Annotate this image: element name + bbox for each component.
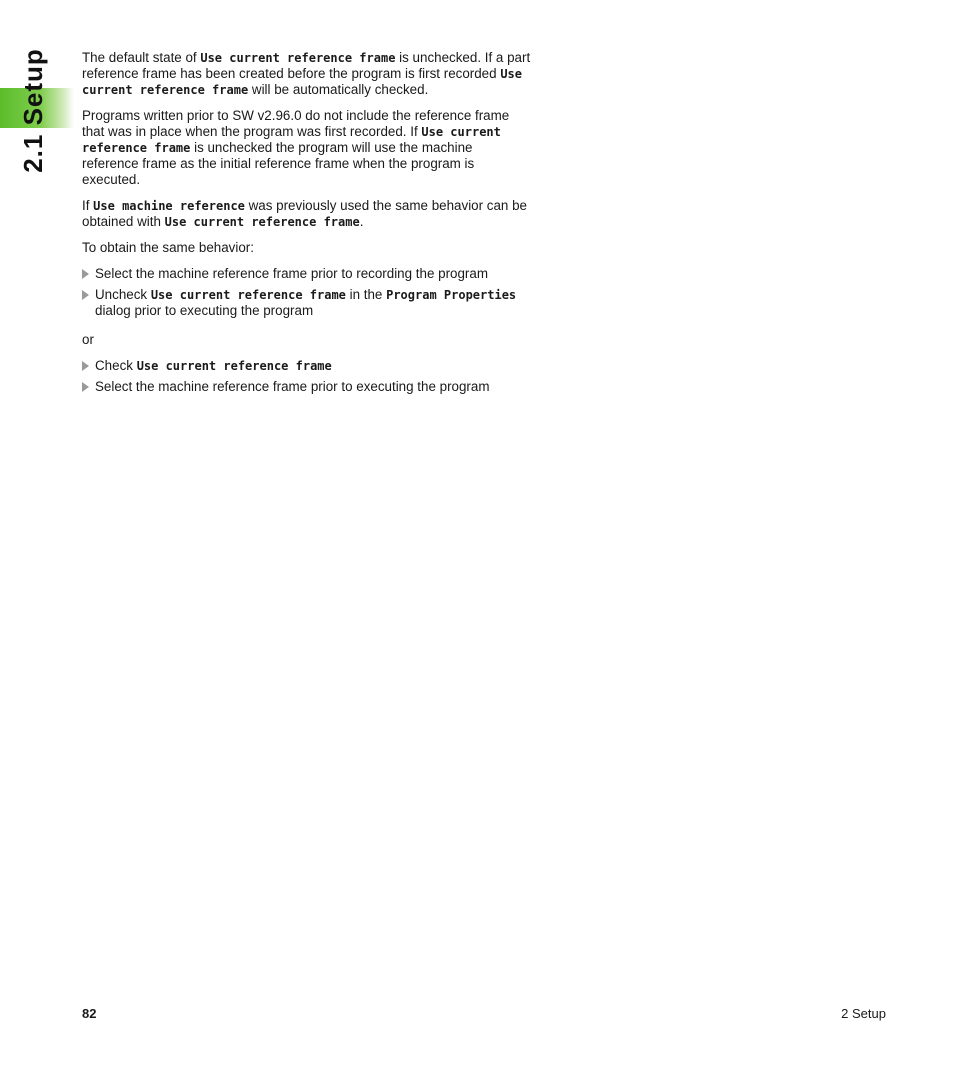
text-run: The default state of: [82, 50, 201, 65]
section-title-text: 2.1 Setup: [17, 47, 48, 173]
paragraph-machine-reference: [82, 198, 532, 230]
body-content: [82, 50, 532, 408]
triangle-bullet-icon: [82, 269, 89, 279]
paragraph-obtain-behavior: To obtain the same behavior:: [82, 240, 254, 255]
ui-term: Use current reference frame: [164, 215, 360, 229]
ui-term: Program Properties: [386, 288, 517, 302]
ui-term: Use current reference frame: [150, 288, 346, 302]
text-run: Programs written prior to SW v2.96.0 do not include the reference frame that was in place when the program was first recorded. If: [82, 108, 510, 139]
text-run: .: [359, 214, 364, 229]
ui-term: Use machine reference: [93, 199, 245, 213]
bullet-list-2: [82, 358, 532, 395]
paragraph-default-state: [82, 50, 532, 98]
text-run: is unchecked the program will use the machine reference frame as the initial reference frame when the program is executed.: [82, 140, 475, 187]
text-run: will be automatically checked.: [248, 82, 429, 97]
text-run: dialog prior to executing the program: [95, 303, 314, 318]
text-run: Select the machine reference frame prior to executing the program: [95, 379, 490, 394]
ui-term: Use current reference frame: [136, 359, 332, 373]
list-item: [82, 379, 532, 395]
triangle-bullet-icon: [82, 382, 89, 392]
ui-term: Use current reference frame: [82, 67, 522, 97]
list-item: [82, 266, 532, 282]
text-run: If: [82, 198, 94, 213]
text-run: was previously used the same behavior can be obtained with: [82, 198, 527, 229]
page-number: 82: [82, 1006, 97, 1021]
text-run: in the: [345, 287, 387, 302]
section-title-vertical: [8, 40, 58, 180]
text-run: Select the machine reference frame prior to recording the program: [95, 266, 488, 281]
text-run: Uncheck: [95, 287, 151, 302]
chapter-label: 2 Setup: [841, 1006, 886, 1021]
text-run: Check: [95, 358, 137, 373]
triangle-bullet-icon: [82, 290, 89, 300]
paragraph-legacy-programs: [82, 108, 532, 188]
or-text: or: [82, 332, 94, 347]
ui-term: Use current reference frame: [82, 125, 501, 155]
list-item: [82, 358, 532, 374]
list-item: [82, 287, 532, 319]
triangle-bullet-icon: [82, 361, 89, 371]
text-run: is unchecked. If a part reference frame has been created before the program is first recorded: [82, 50, 531, 81]
ui-term: Use current reference frame: [200, 51, 396, 65]
bullet-list-1: [82, 266, 532, 319]
